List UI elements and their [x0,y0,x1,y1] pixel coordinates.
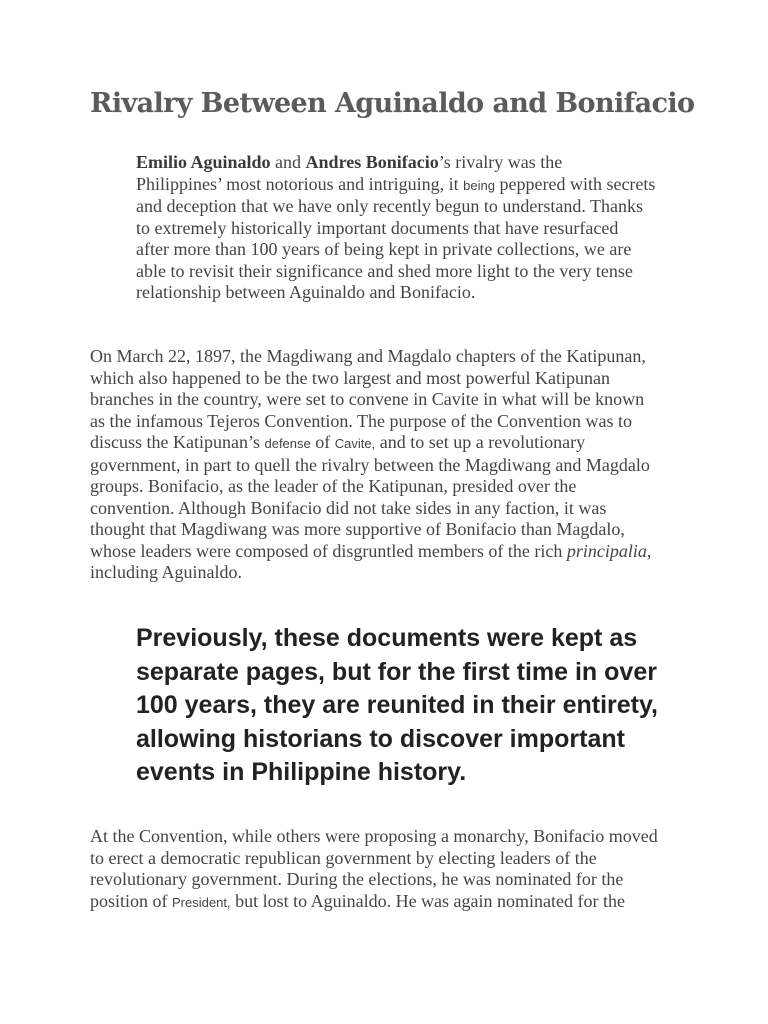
body-text-small: Cavite, [334,436,376,451]
body-line [90,891,690,914]
pull-quote [136,622,716,790]
intro-text: peppered with secrets [494,173,656,194]
pull-quote-line: separate pages, but for the first time in over [136,657,657,686]
intro-line: to extremely historically important documents that have resurfaced [136,217,619,238]
body-line: thought that Magdiwang was more supportive of Bonifacio than Magdalo, [90,519,625,539]
body-text: but lost to Aguinaldo. He was again nominated for the [230,890,625,911]
body-line [90,432,690,455]
intro-text: Philippines’ most notorious and intriguing, it [136,173,464,194]
body-text-italic: principalia [566,540,647,561]
intro-line [136,174,696,197]
pull-quote-line: events in Philippine history. [136,758,467,786]
intro-text: and [270,152,306,172]
pull-quote-line: allowing historians to discover important [136,724,625,753]
body-text: whose leaders were composed of disgruntled members of the rich [90,540,567,561]
body-line: At the Convention, while others were proposing a monarchy, Bonifacio moved [90,826,658,846]
intro-line: and deception that we have only recently begun to understand. Thanks [136,196,644,216]
body-text: and to set up a revolutionary [375,432,586,452]
intro-paragraph [136,152,696,304]
intro-line [136,152,696,174]
body-paragraph-2 [90,826,690,913]
body-line: as the infamous Tejeros Convention. The purpose of the Convention was to [90,410,632,431]
intro-text-small: being [463,177,495,193]
name-aguinaldo: Emilio Aguinaldo [136,152,271,172]
body-line: On March 22, 1897, the Magdiwang and Magdalo chapters of the Katipunan, [90,346,646,366]
body-text: discuss the Katipunan’s [90,432,265,452]
intro-text: ’s rivalry was the [438,152,563,172]
body-paragraph-1 [90,346,690,584]
body-line: including Aguinaldo. [90,562,242,582]
body-line [90,541,690,563]
name-bonifacio: Andres Bonifacio [305,152,439,172]
body-text: , [646,540,652,561]
body-text-small: defense [264,436,311,451]
body-line: to erect a democratic republican government by electing leaders of the [90,847,597,868]
pull-quote-line: Previously, these documents were kept as [136,624,638,652]
body-line: revolutionary government. During the elections, he was nominated for the [90,869,624,889]
body-text: of [310,432,335,452]
body-text-small: President, [172,894,231,910]
body-line: government, in part to quell the rivalry between the Magdiwang and Magdalo [90,454,650,475]
body-text: position of [90,890,173,911]
body-line: convention. Although Bonifacio did not take sides in any faction, it was [90,497,607,518]
intro-line: after more than 100 years of being kept in private collections, we are [136,239,632,259]
body-line: which also happened to be the two largest and most powerful Katipunan [90,367,611,388]
pull-quote-line: 100 years, they are reunited in their entirety, [136,691,658,719]
intro-line: able to revisit their significance and shed more light to the very tense [136,260,633,281]
body-line: branches in the country, were set to convene in Cavite in what will be known [90,389,645,409]
article-title: Rivalry Between Aguinaldo and Bonifacio [90,88,695,119]
body-line: groups. Bonifacio, as the leader of the Katipunan, presided over the [90,476,577,496]
intro-line: relationship between Aguinaldo and Bonifacio. [136,282,476,302]
